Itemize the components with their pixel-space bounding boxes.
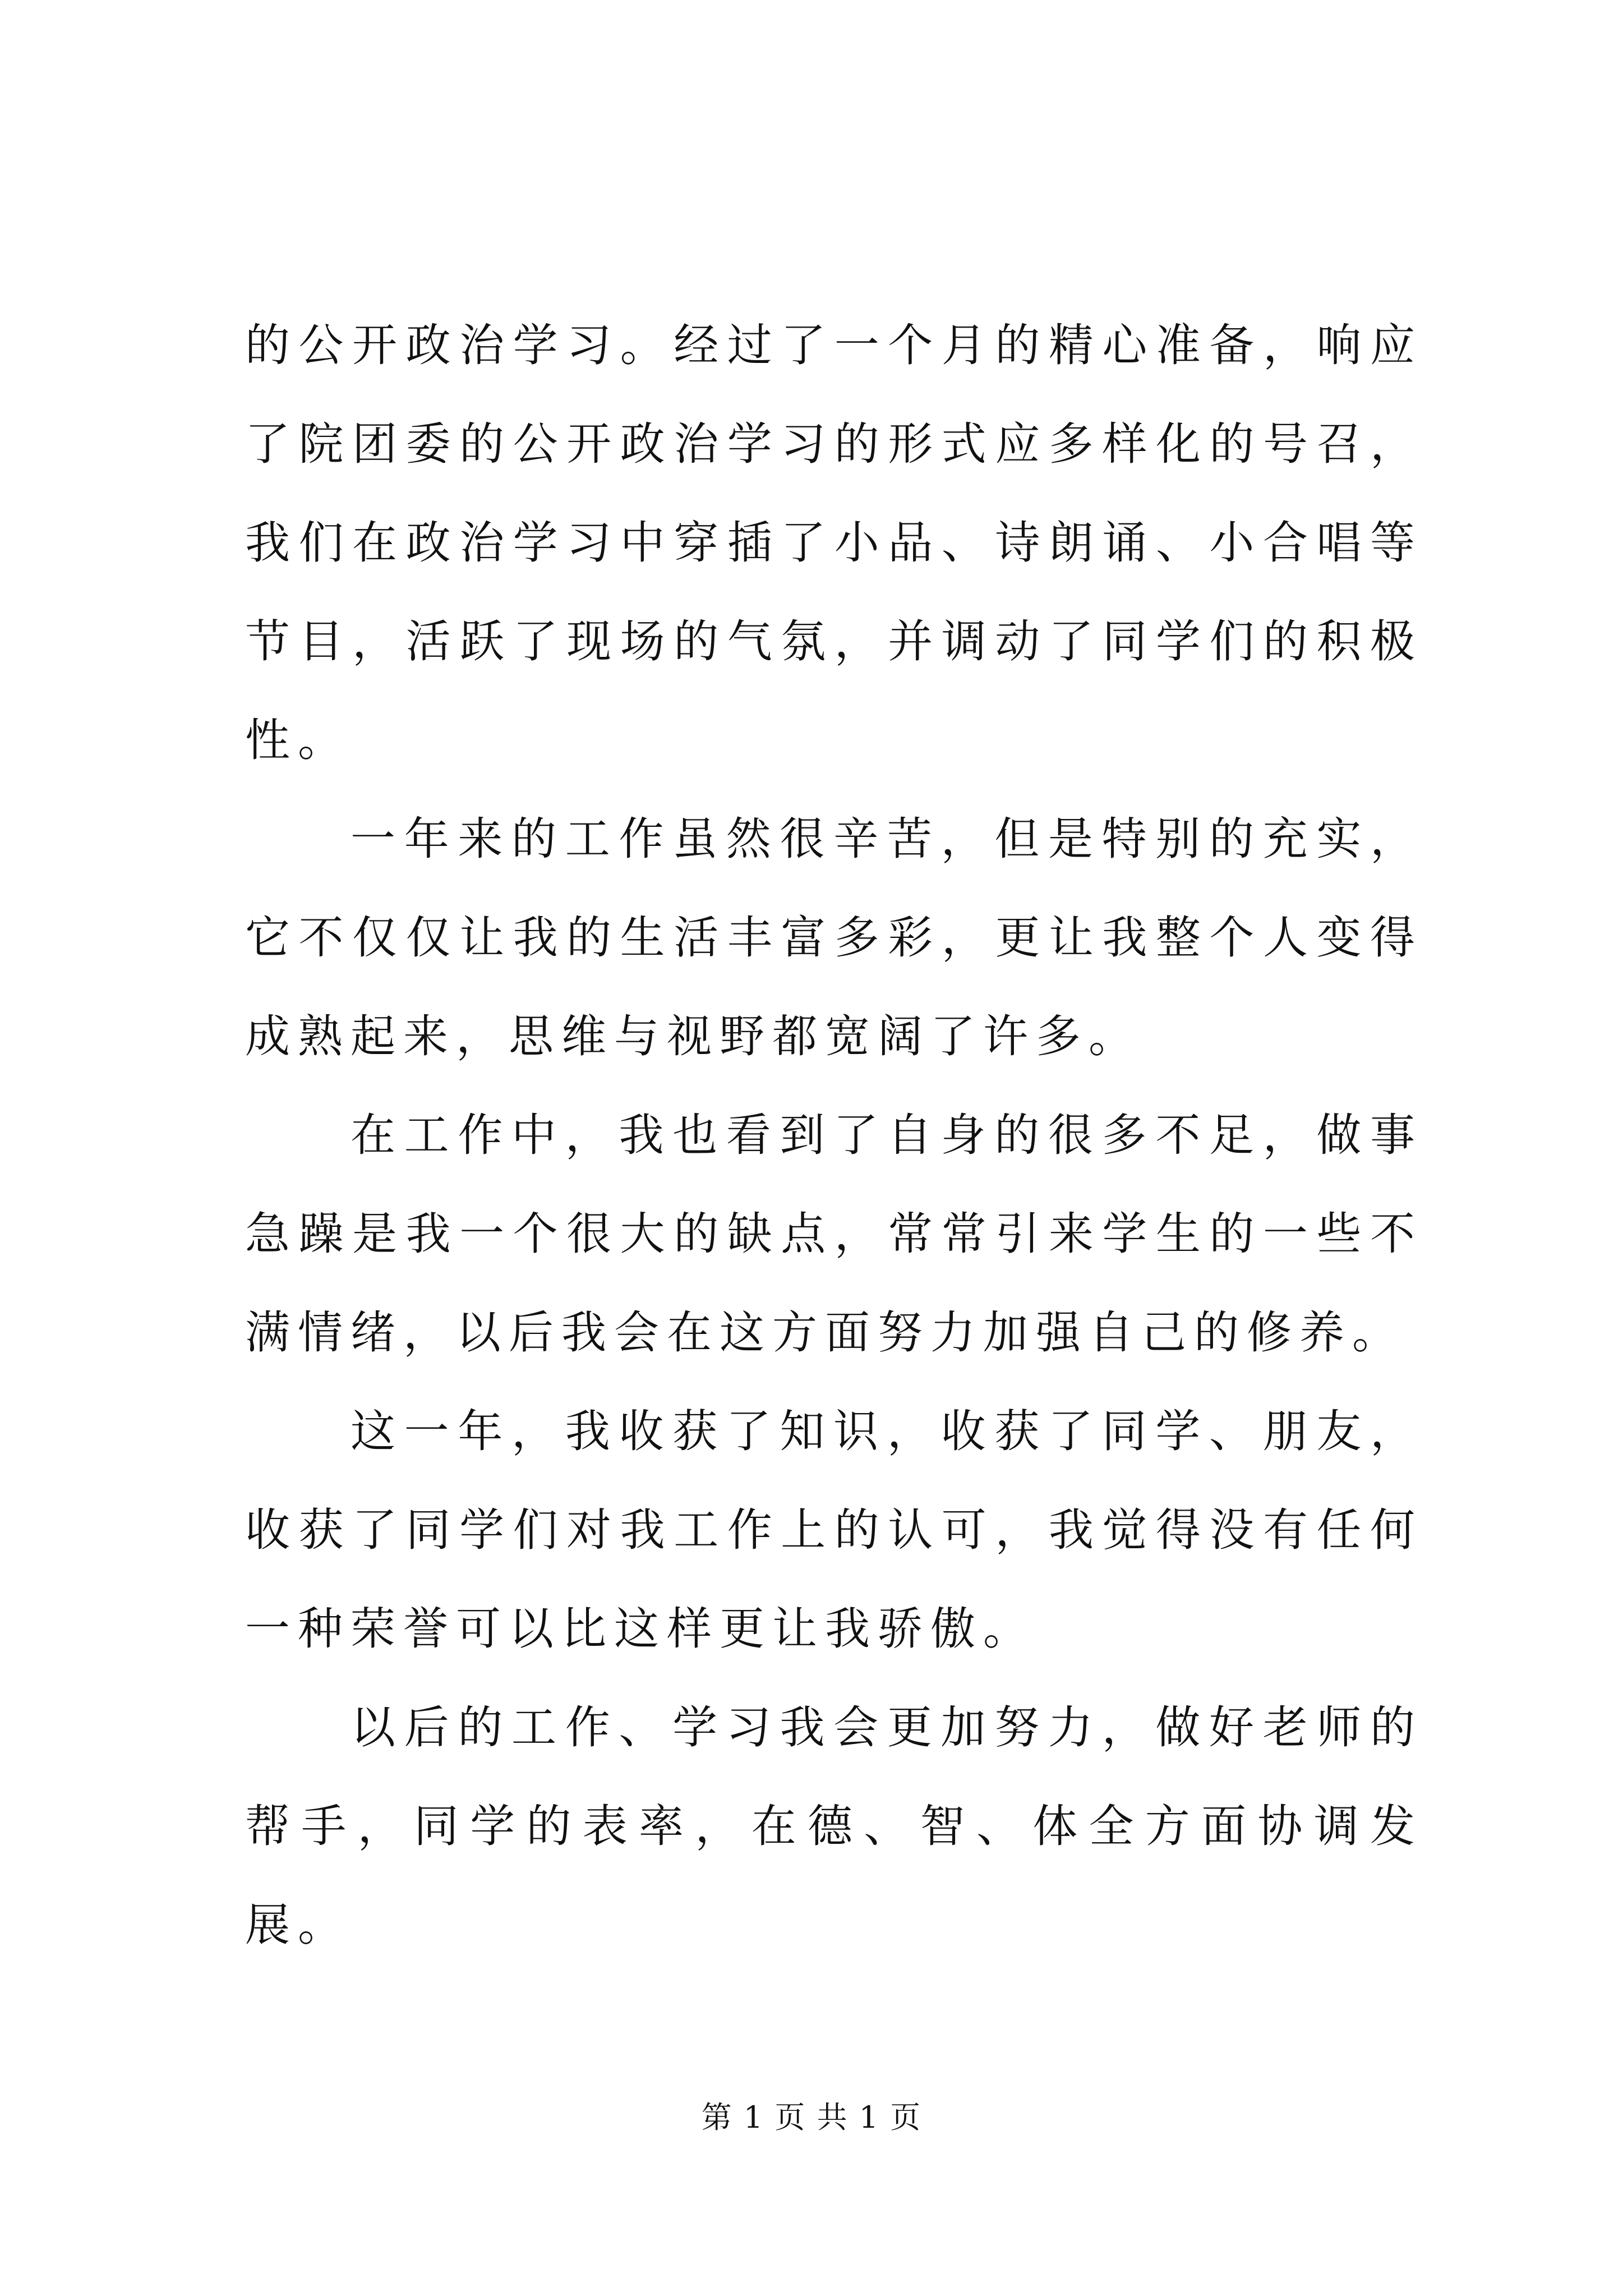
paragraph-continuation: 的公开政治学习。经过了一个月的精心准备，响应了院团委的公开政治学习的形式应多样化的号召，我们在政治学习中穿插了小品、诗朗诵、小合唱等节目，活跃了现场的气氛，并调动了同学们的积极性。 <box>245 319 1423 766</box>
paragraph-gains: 这一年，我收获了知识，收获了同学、朋友，收获了同学们对我工作上的认可，我觉得没有任何一种荣誉可以比这样更让我骄傲。 <box>245 1405 1423 1655</box>
document-body <box>245 296 1423 1975</box>
page-number-footer: 第 1 页 共 1 页 <box>701 2100 922 2135</box>
paragraph-future-plans: 以后的工作、学习我会更加努力，做好老师的帮手，同学的表率，在德、智、体全方面协调发展。 <box>245 1701 1423 1951</box>
paragraph-shortcomings: 在工作中，我也看到了自身的很多不足，做事急躁是我一个很大的缺点，常常引来学生的一些不满情绪，以后我会在这方面努力加强自己的修养。 <box>245 1109 1423 1359</box>
paragraph-reflection: 一年来的工作虽然很辛苦，但是特别的充实，它不仅仅让我的生活丰富多彩，更让我整个人变得成熟起来，思维与视野都宽阔了许多。 <box>245 813 1423 1062</box>
